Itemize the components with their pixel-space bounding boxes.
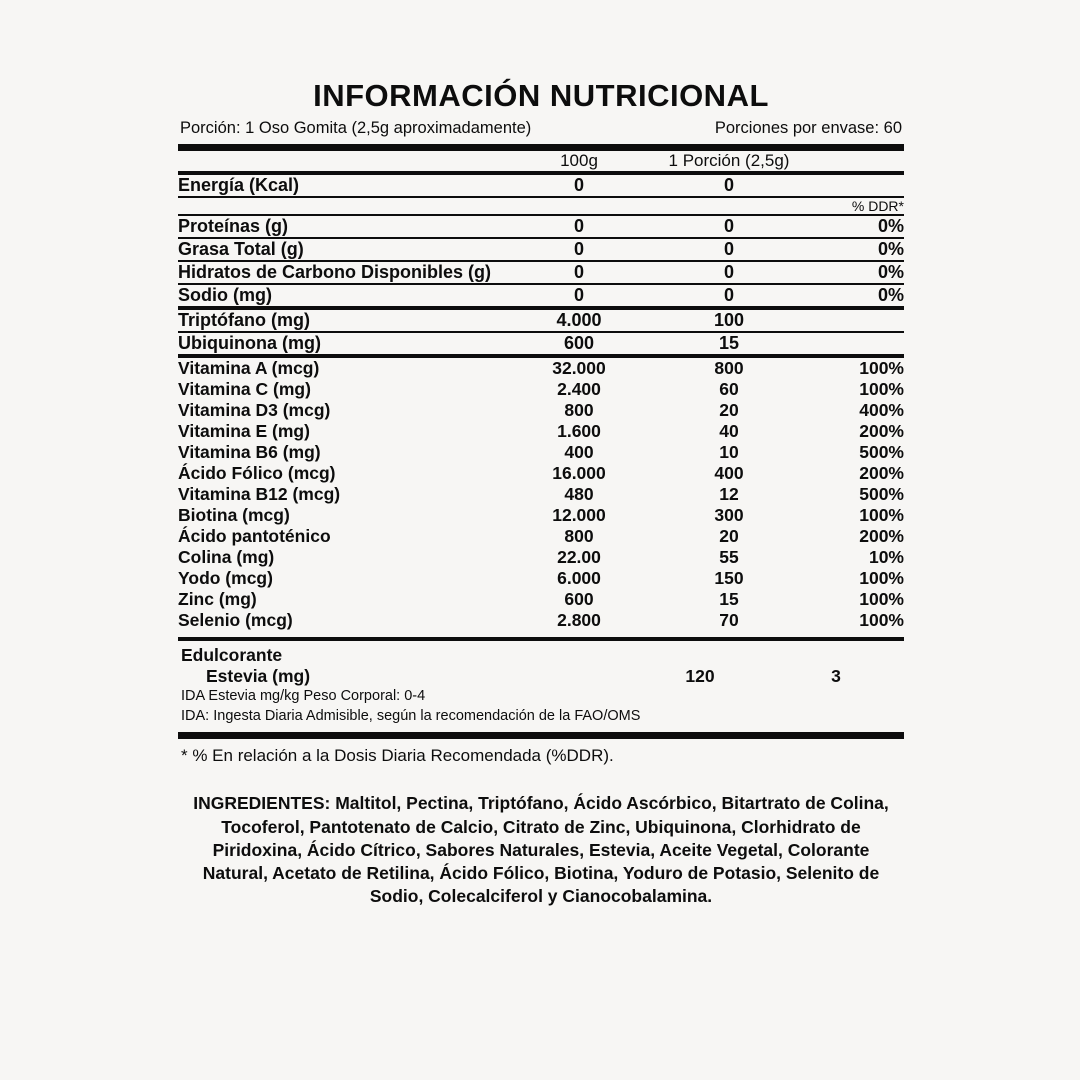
row-ddr: 200% <box>859 463 904 484</box>
row-ddr: 500% <box>859 484 904 505</box>
header-label <box>178 151 504 171</box>
row-label: Hidratos de Carbono Disponibles (g) <box>178 262 492 283</box>
row-per-100g: 4.000 <box>556 310 602 331</box>
table-row <box>178 379 904 400</box>
row-ddr: 0% <box>877 262 904 283</box>
row-label: Ácido pantoténico <box>178 526 331 547</box>
ddr-caption-spacer <box>178 198 504 214</box>
row-ddr: 100% <box>859 505 904 526</box>
table-row <box>178 216 904 237</box>
table-row <box>178 610 904 631</box>
sweetener-value-row <box>178 666 904 687</box>
ddr-caption-spacer2 <box>504 198 654 214</box>
table-row <box>178 547 904 568</box>
row-label: Zinc (mg) <box>178 589 257 610</box>
row-per-100g: 480 <box>564 484 594 505</box>
row-per-100g: 0 <box>573 216 584 237</box>
ingredients-text: INGREDIENTES: Maltitol, Pectina, Triptófano, Ácido Ascórbico, Bitartrato de Colina, Tocoferol, Pantotenato de Calcio, Citrato de Zinc, Ubiquinona, Clorhidrato de Piridoxina, Ácido Cítrico, Sabores Naturales, Estevia, Aceite Vegetal, Colorante Natural, Acetato de Retilina, Ácido Fólico, Biotina, Yoduro de Potasio, Selenito de Sodio, Colecalciferol y Cianocobalamina. <box>193 793 889 907</box>
row-per-100g: 2.400 <box>557 379 601 400</box>
row-per-portion: 10 <box>719 442 739 463</box>
row-per-100g: 600 <box>563 333 595 354</box>
row-per-portion: 800 <box>714 358 744 379</box>
row-per-100g: 1.600 <box>557 421 601 442</box>
row-per-100g: 2.800 <box>557 610 601 631</box>
row-per-100g: 0 <box>573 262 584 283</box>
row-per-100g: 400 <box>564 442 594 463</box>
row-label: Vitamina B6 (mg) <box>178 442 321 463</box>
row-per-portion: 0 <box>723 239 734 260</box>
row-ddr: 0% <box>877 239 904 260</box>
row-per-portion: 0 <box>723 175 734 196</box>
row-label: Colina (mg) <box>178 547 275 568</box>
row-per-portion: 70 <box>719 610 739 631</box>
table-row <box>178 463 904 484</box>
row-label: Selenio (mcg) <box>178 610 293 631</box>
row-per-portion: 150 <box>714 568 744 589</box>
ida-line-1: IDA Estevia mg/kg Peso Corporal: 0-4 <box>181 688 426 705</box>
header-per-portion: 1 Porción (2,5g) <box>668 151 790 171</box>
table-row <box>178 333 904 354</box>
row-ddr <box>804 175 904 196</box>
row-label: Yodo (mcg) <box>178 568 273 589</box>
nutrition-facts-panel <box>178 78 904 909</box>
row-ddr: 0% <box>877 285 904 306</box>
table-row <box>178 421 904 442</box>
serving-size-text: Porción: 1 Oso Gomita (2,5g aproximadamente) <box>180 118 532 137</box>
row-per-portion: 40 <box>719 421 739 442</box>
ddr-caption: % DDR* <box>851 198 904 215</box>
row-ddr: 400% <box>859 400 904 421</box>
row-per-portion: 0 <box>723 262 734 283</box>
row-ddr: 500% <box>859 442 904 463</box>
row-per-100g: 32.000 <box>552 358 606 379</box>
row-per-100g: 16.000 <box>552 463 606 484</box>
sweetener-name: Estevia (mg) <box>206 666 311 687</box>
table-row <box>178 310 904 331</box>
row-ddr: 100% <box>859 589 904 610</box>
page-title: INFORMACIÓN NUTRICIONAL <box>313 78 769 113</box>
row-ddr: 200% <box>859 526 904 547</box>
row-ddr: 100% <box>859 379 904 400</box>
row-per-100g: 12.000 <box>552 505 606 526</box>
row-label: Grasa Total (g) <box>178 239 304 260</box>
row-per-portion: 15 <box>718 333 740 354</box>
ida-line-2: IDA: Ingesta Diaria Admisible, según la recomendación de la FAO/OMS <box>181 707 641 724</box>
row-per-100g: 800 <box>564 400 594 421</box>
row-label: Vitamina A (mcg) <box>178 358 320 379</box>
table-row <box>178 589 904 610</box>
sweetener-per-100g: 120 <box>685 666 715 687</box>
row-per-portion: 15 <box>719 589 739 610</box>
ddr-footnote: * % En relación a la Dosis Diaria Recomendada (%DDR). <box>181 746 614 766</box>
table-row <box>178 505 904 526</box>
serving-info-row <box>178 118 904 143</box>
divider-bottom-thick <box>178 732 904 739</box>
table-row <box>178 262 904 283</box>
row-per-100g: 22.00 <box>557 547 601 568</box>
table-row <box>178 526 904 547</box>
ddr-column-caption-row <box>178 198 904 214</box>
row-label: Biotina (mcg) <box>178 505 290 526</box>
sweetener-section <box>178 641 904 726</box>
table-row <box>178 285 904 306</box>
sweetener-heading: Edulcorante <box>181 645 283 666</box>
row-ddr: 100% <box>859 358 904 379</box>
header-ddr-blank <box>804 151 904 171</box>
table-header-row <box>178 151 904 171</box>
nutrition-table <box>178 151 904 631</box>
row-label: Vitamina D3 (mcg) <box>178 400 331 421</box>
row-per-portion: 20 <box>719 526 739 547</box>
row-label: Vitamina E (mg) <box>178 421 310 442</box>
row-label: Ácido Fólico (mcg) <box>178 463 336 484</box>
row-ddr: 100% <box>859 568 904 589</box>
servings-per-container-text: Porciones por envase: 60 <box>714 118 902 137</box>
row-per-100g: 800 <box>564 526 594 547</box>
row-per-100g: 600 <box>564 589 594 610</box>
row-per-100g: 0 <box>573 239 584 260</box>
row-label: Vitamina C (mg) <box>178 379 311 400</box>
row-per-portion: 100 <box>713 310 745 331</box>
table-row <box>178 175 904 196</box>
table-row <box>178 400 904 421</box>
divider-top-thick <box>178 144 904 151</box>
row-per-portion: 20 <box>719 400 739 421</box>
row-label: Energía (Kcal) <box>178 175 300 196</box>
row-per-portion: 0 <box>723 216 734 237</box>
header-per-100g: 100g <box>560 151 598 171</box>
row-label: Proteínas (g) <box>178 216 289 237</box>
row-per-portion: 60 <box>719 379 739 400</box>
row-label: Triptófano (mg) <box>178 310 310 331</box>
table-row <box>178 568 904 589</box>
table-row <box>178 442 904 463</box>
row-per-portion: 55 <box>719 547 739 568</box>
row-ddr: 100% <box>859 610 904 631</box>
row-per-portion: 400 <box>714 463 744 484</box>
row-per-100g: 6.000 <box>557 568 601 589</box>
sweetener-heading-row <box>178 641 904 666</box>
table-row <box>178 484 904 505</box>
row-per-portion: 0 <box>723 285 734 306</box>
row-per-100g: 0 <box>573 285 584 306</box>
table-row <box>178 358 904 379</box>
table-row <box>178 239 904 260</box>
row-per-portion: 300 <box>714 505 744 526</box>
row-label: Ubiquinona (mg) <box>178 333 321 354</box>
row-ddr: 10% <box>868 547 904 568</box>
sweetener-per-portion: 3 <box>831 666 841 687</box>
row-label: Sodio (mg) <box>178 285 272 306</box>
row-ddr <box>804 310 904 331</box>
row-per-portion: 12 <box>719 484 739 505</box>
row-ddr: 200% <box>859 421 904 442</box>
row-ddr <box>804 333 904 354</box>
row-label: Vitamina B12 (mcg) <box>178 484 341 505</box>
row-per-100g: 0 <box>573 175 584 196</box>
ddr-caption-spacer3 <box>654 198 804 214</box>
row-ddr: 0% <box>877 216 904 237</box>
